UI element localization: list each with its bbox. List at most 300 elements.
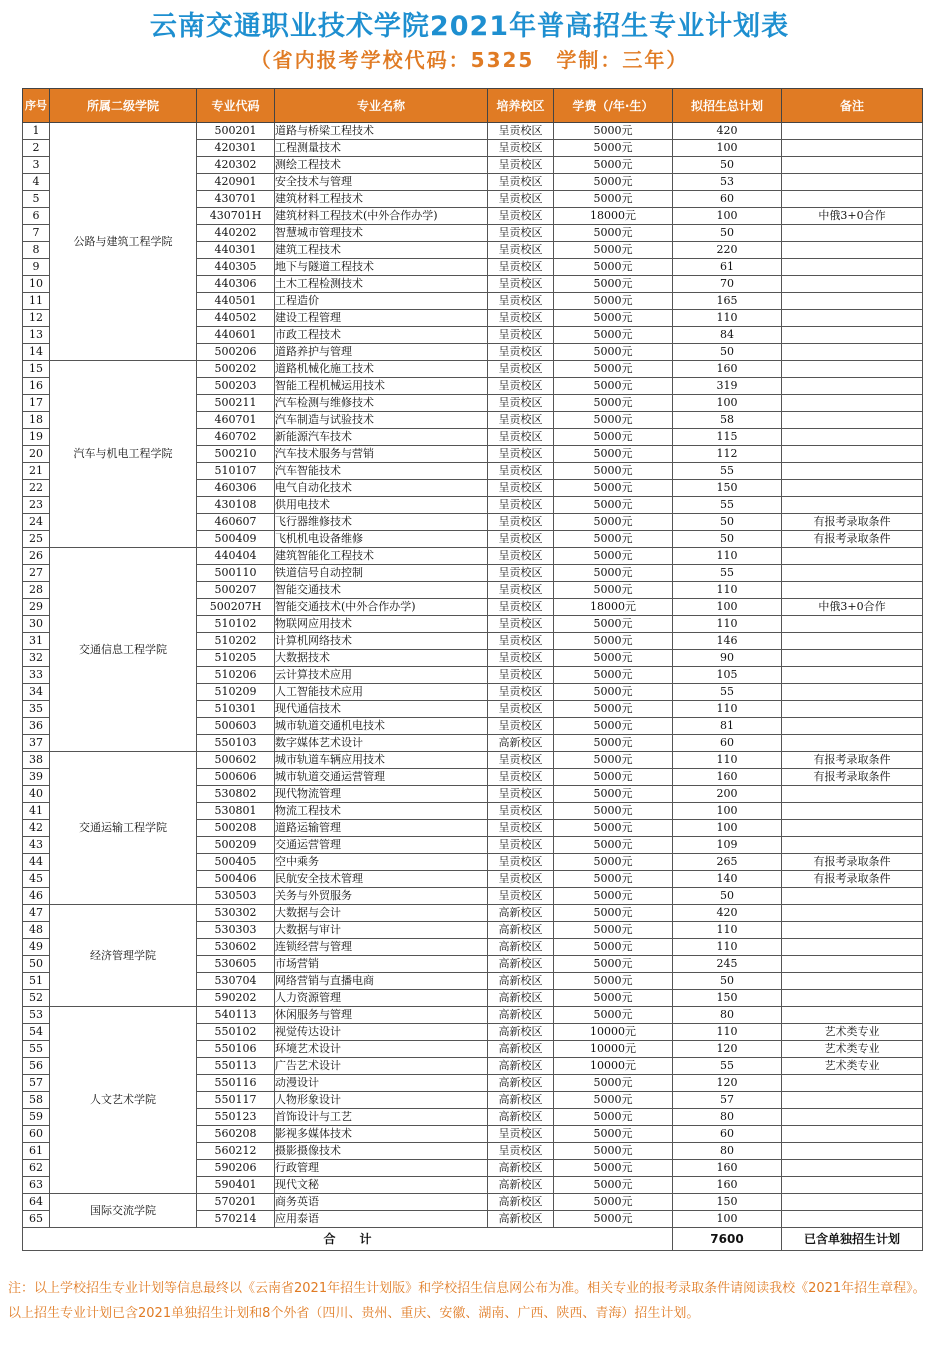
fee-cell: 5000元	[554, 174, 673, 191]
note-cell	[782, 956, 923, 973]
plan-cell: 420	[673, 123, 782, 140]
note-cell	[782, 990, 923, 1007]
plan-cell: 80	[673, 1143, 782, 1160]
fee-cell: 5000元	[554, 140, 673, 157]
plan-cell: 150	[673, 1194, 782, 1211]
major-cell: 建设工程管理	[275, 310, 488, 327]
fee-cell: 5000元	[554, 412, 673, 429]
seq-cell: 27	[23, 565, 50, 582]
code-cell: 510107	[197, 463, 275, 480]
code-cell: 550113	[197, 1058, 275, 1075]
note-cell: 有报考录取条件	[782, 531, 923, 548]
plan-cell: 110	[673, 752, 782, 769]
major-cell: 道路运输管理	[275, 820, 488, 837]
seq-cell: 52	[23, 990, 50, 1007]
campus-cell: 呈贡校区	[488, 412, 554, 429]
campus-cell: 呈贡校区	[488, 871, 554, 888]
college-cell: 人文艺术学院	[50, 1007, 197, 1194]
seq-cell: 4	[23, 174, 50, 191]
code-cell: 560208	[197, 1126, 275, 1143]
major-cell: 新能源汽车技术	[275, 429, 488, 446]
table-row	[23, 905, 923, 922]
seq-cell: 25	[23, 531, 50, 548]
major-cell: 汽车技术服务与营销	[275, 446, 488, 463]
campus-cell: 呈贡校区	[488, 650, 554, 667]
note-cell	[782, 1194, 923, 1211]
header-college: 所属二级学院	[50, 89, 197, 123]
fee-cell: 5000元	[554, 633, 673, 650]
fee-cell: 5000元	[554, 701, 673, 718]
note-cell	[782, 225, 923, 242]
fee-cell: 5000元	[554, 735, 673, 752]
campus-cell: 呈贡校区	[488, 616, 554, 633]
seq-cell: 45	[23, 871, 50, 888]
table-body	[23, 123, 923, 1228]
seq-cell: 46	[23, 888, 50, 905]
seq-cell: 62	[23, 1160, 50, 1177]
note-cell	[782, 361, 923, 378]
fee-cell: 5000元	[554, 1126, 673, 1143]
campus-cell: 呈贡校区	[488, 582, 554, 599]
plan-cell: 50	[673, 514, 782, 531]
code-cell: 500201	[197, 123, 275, 140]
note-cell	[782, 939, 923, 956]
campus-cell: 呈贡校区	[488, 327, 554, 344]
fee-cell: 5000元	[554, 820, 673, 837]
seq-cell: 26	[23, 548, 50, 565]
table-row	[23, 752, 923, 769]
note-cell	[782, 446, 923, 463]
plan-cell: 53	[673, 174, 782, 191]
campus-cell: 呈贡校区	[488, 497, 554, 514]
major-cell: 应用泰语	[275, 1211, 488, 1228]
major-cell: 智慧城市管理技术	[275, 225, 488, 242]
header-plan: 拟招生总计划	[673, 89, 782, 123]
plan-cell: 100	[673, 820, 782, 837]
major-cell: 市场营销	[275, 956, 488, 973]
major-cell: 首饰设计与工艺	[275, 1109, 488, 1126]
seq-cell: 44	[23, 854, 50, 871]
fee-cell: 5000元	[554, 786, 673, 803]
plan-cell: 80	[673, 1109, 782, 1126]
plan-cell: 110	[673, 548, 782, 565]
seq-cell: 21	[23, 463, 50, 480]
fee-cell: 5000元	[554, 327, 673, 344]
plan-cell: 60	[673, 191, 782, 208]
major-cell: 土木工程检测技术	[275, 276, 488, 293]
note-cell	[782, 1075, 923, 1092]
fee-cell: 5000元	[554, 905, 673, 922]
fee-cell: 18000元	[554, 208, 673, 225]
campus-cell: 呈贡校区	[488, 123, 554, 140]
campus-cell: 呈贡校区	[488, 429, 554, 446]
major-cell: 摄影摄像技术	[275, 1143, 488, 1160]
header-seq: 序号	[23, 89, 50, 123]
fee-cell: 5000元	[554, 684, 673, 701]
note-cell	[782, 140, 923, 157]
plan-cell: 50	[673, 344, 782, 361]
plan-cell: 90	[673, 650, 782, 667]
enrollment-plan-table	[22, 88, 923, 1251]
code-cell: 510206	[197, 667, 275, 684]
major-cell: 智能交通技术	[275, 582, 488, 599]
plan-cell: 160	[673, 769, 782, 786]
seq-cell: 3	[23, 157, 50, 174]
table-row	[23, 123, 923, 140]
major-cell: 网络营销与直播电商	[275, 973, 488, 990]
plan-cell: 150	[673, 480, 782, 497]
campus-cell: 呈贡校区	[488, 1143, 554, 1160]
fee-cell: 5000元	[554, 752, 673, 769]
seq-cell: 43	[23, 837, 50, 854]
plan-cell: 165	[673, 293, 782, 310]
major-cell: 城市轨道车辆应用技术	[275, 752, 488, 769]
plan-cell: 100	[673, 395, 782, 412]
campus-cell: 高新校区	[488, 1177, 554, 1194]
code-cell: 530303	[197, 922, 275, 939]
campus-cell: 高新校区	[488, 1058, 554, 1075]
code-cell: 500603	[197, 718, 275, 735]
campus-cell: 呈贡校区	[488, 633, 554, 650]
note-cell	[782, 701, 923, 718]
code-cell: 530704	[197, 973, 275, 990]
campus-cell: 呈贡校区	[488, 514, 554, 531]
campus-cell: 高新校区	[488, 922, 554, 939]
fee-cell: 5000元	[554, 123, 673, 140]
major-cell: 物联网应用技术	[275, 616, 488, 633]
plan-cell: 70	[673, 276, 782, 293]
campus-cell: 呈贡校区	[488, 344, 554, 361]
note-cell	[782, 548, 923, 565]
major-cell: 建筑材料工程技术	[275, 191, 488, 208]
college-cell: 公路与建筑工程学院	[50, 123, 197, 361]
seq-cell: 54	[23, 1024, 50, 1041]
campus-cell: 高新校区	[488, 1075, 554, 1092]
fee-cell: 5000元	[554, 293, 673, 310]
fee-cell: 10000元	[554, 1058, 673, 1075]
note-cell	[782, 803, 923, 820]
code-cell: 460607	[197, 514, 275, 531]
major-cell: 人力资源管理	[275, 990, 488, 1007]
campus-cell: 呈贡校区	[488, 276, 554, 293]
campus-cell: 高新校区	[488, 1041, 554, 1058]
major-cell: 计算机网络技术	[275, 633, 488, 650]
major-cell: 关务与外贸服务	[275, 888, 488, 905]
seq-cell: 48	[23, 922, 50, 939]
fee-cell: 5000元	[554, 956, 673, 973]
fee-cell: 5000元	[554, 276, 673, 293]
major-cell: 数字媒体艺术设计	[275, 735, 488, 752]
code-cell: 530605	[197, 956, 275, 973]
header-major: 专业名称	[275, 89, 488, 123]
code-cell: 430701H	[197, 208, 275, 225]
code-cell: 420301	[197, 140, 275, 157]
plan-cell: 80	[673, 1007, 782, 1024]
fee-cell: 5000元	[554, 1194, 673, 1211]
note-cell	[782, 293, 923, 310]
note-cell: 艺术类专业	[782, 1041, 923, 1058]
plan-cell: 120	[673, 1075, 782, 1092]
campus-cell: 呈贡校区	[488, 157, 554, 174]
note-cell	[782, 1007, 923, 1024]
seq-cell: 13	[23, 327, 50, 344]
note-cell	[782, 412, 923, 429]
note-cell	[782, 905, 923, 922]
plan-cell: 100	[673, 803, 782, 820]
plan-cell: 50	[673, 973, 782, 990]
campus-cell: 呈贡校区	[488, 820, 554, 837]
fee-cell: 5000元	[554, 531, 673, 548]
note-cell	[782, 344, 923, 361]
plan-cell: 245	[673, 956, 782, 973]
fee-cell: 5000元	[554, 837, 673, 854]
note-cell	[782, 888, 923, 905]
table-row	[23, 361, 923, 378]
seq-cell: 29	[23, 599, 50, 616]
fee-cell: 5000元	[554, 718, 673, 735]
note-cell	[782, 378, 923, 395]
fee-cell: 5000元	[554, 565, 673, 582]
code-cell: 550106	[197, 1041, 275, 1058]
college-cell: 交通运输工程学院	[50, 752, 197, 905]
seq-cell: 60	[23, 1126, 50, 1143]
seq-cell: 53	[23, 1007, 50, 1024]
campus-cell: 高新校区	[488, 956, 554, 973]
fee-cell: 5000元	[554, 344, 673, 361]
plan-cell: 112	[673, 446, 782, 463]
code-cell: 550102	[197, 1024, 275, 1041]
major-cell: 智能工程机械运用技术	[275, 378, 488, 395]
code-cell: 500203	[197, 378, 275, 395]
seq-cell: 63	[23, 1177, 50, 1194]
table-header-row	[23, 89, 923, 123]
seq-cell: 33	[23, 667, 50, 684]
campus-cell: 呈贡校区	[488, 1126, 554, 1143]
note-cell	[782, 616, 923, 633]
campus-cell: 呈贡校区	[488, 565, 554, 582]
table-row	[23, 1194, 923, 1211]
plan-cell: 58	[673, 412, 782, 429]
fee-cell: 5000元	[554, 1092, 673, 1109]
plan-cell: 160	[673, 1177, 782, 1194]
plan-cell: 265	[673, 854, 782, 871]
seq-cell: 10	[23, 276, 50, 293]
fee-cell: 5000元	[554, 463, 673, 480]
campus-cell: 高新校区	[488, 990, 554, 1007]
seq-cell: 2	[23, 140, 50, 157]
total-note: 已含单独招生计划	[782, 1228, 923, 1251]
code-cell: 440301	[197, 242, 275, 259]
fee-cell: 5000元	[554, 922, 673, 939]
plan-cell: 81	[673, 718, 782, 735]
major-cell: 民航安全技术管理	[275, 871, 488, 888]
major-cell: 大数据与会计	[275, 905, 488, 922]
plan-cell: 100	[673, 208, 782, 225]
campus-cell: 呈贡校区	[488, 293, 554, 310]
major-cell: 铁道信号自动控制	[275, 565, 488, 582]
plan-cell: 110	[673, 1024, 782, 1041]
plan-cell: 55	[673, 565, 782, 582]
fee-cell: 10000元	[554, 1024, 673, 1041]
seq-cell: 65	[23, 1211, 50, 1228]
plan-cell: 110	[673, 582, 782, 599]
plan-cell: 160	[673, 361, 782, 378]
fee-cell: 5000元	[554, 446, 673, 463]
code-cell: 500406	[197, 871, 275, 888]
fee-cell: 5000元	[554, 191, 673, 208]
campus-cell: 呈贡校区	[488, 242, 554, 259]
campus-cell: 呈贡校区	[488, 531, 554, 548]
plan-cell: 100	[673, 140, 782, 157]
code-cell: 440305	[197, 259, 275, 276]
note-cell: 有报考录取条件	[782, 854, 923, 871]
fee-cell: 5000元	[554, 888, 673, 905]
campus-cell: 呈贡校区	[488, 225, 554, 242]
campus-cell: 呈贡校区	[488, 667, 554, 684]
code-cell: 550117	[197, 1092, 275, 1109]
fee-cell: 5000元	[554, 310, 673, 327]
plan-cell: 110	[673, 616, 782, 633]
seq-cell: 51	[23, 973, 50, 990]
code-cell: 530302	[197, 905, 275, 922]
header-note: 备注	[782, 89, 923, 123]
major-cell: 商务英语	[275, 1194, 488, 1211]
code-cell: 550116	[197, 1075, 275, 1092]
seq-cell: 17	[23, 395, 50, 412]
campus-cell: 呈贡校区	[488, 888, 554, 905]
note-cell: 艺术类专业	[782, 1024, 923, 1041]
note-cell	[782, 174, 923, 191]
campus-cell: 高新校区	[488, 973, 554, 990]
major-cell: 空中乘务	[275, 854, 488, 871]
plan-cell: 150	[673, 990, 782, 1007]
seq-cell: 36	[23, 718, 50, 735]
note-cell	[782, 429, 923, 446]
campus-cell: 呈贡校区	[488, 191, 554, 208]
major-cell: 道路机械化施工技术	[275, 361, 488, 378]
note-cell	[782, 1126, 923, 1143]
plan-cell: 50	[673, 157, 782, 174]
code-cell: 420302	[197, 157, 275, 174]
campus-cell: 呈贡校区	[488, 378, 554, 395]
seq-cell: 8	[23, 242, 50, 259]
plan-cell: 100	[673, 1211, 782, 1228]
major-cell: 动漫设计	[275, 1075, 488, 1092]
campus-cell: 呈贡校区	[488, 769, 554, 786]
fee-cell: 5000元	[554, 497, 673, 514]
fee-cell: 5000元	[554, 1075, 673, 1092]
code-cell: 550103	[197, 735, 275, 752]
plan-cell: 50	[673, 225, 782, 242]
page-title: 云南交通职业技术学院2021年普高招生专业计划表	[149, 11, 790, 42]
plan-cell: 110	[673, 701, 782, 718]
campus-cell: 呈贡校区	[488, 684, 554, 701]
campus-cell: 呈贡校区	[488, 701, 554, 718]
seq-cell: 12	[23, 310, 50, 327]
campus-cell: 呈贡校区	[488, 752, 554, 769]
code-cell: 510205	[197, 650, 275, 667]
note-cell	[782, 1143, 923, 1160]
total-value: 7600	[673, 1228, 782, 1251]
major-cell: 视觉传达设计	[275, 1024, 488, 1041]
seq-cell: 11	[23, 293, 50, 310]
seq-cell: 16	[23, 378, 50, 395]
major-cell: 飞行器维修技术	[275, 514, 488, 531]
code-cell: 510102	[197, 616, 275, 633]
major-cell: 市政工程技术	[275, 327, 488, 344]
code-cell: 440404	[197, 548, 275, 565]
major-cell: 人工智能技术应用	[275, 684, 488, 701]
note-cell	[782, 633, 923, 650]
code-cell: 440306	[197, 276, 275, 293]
note-cell	[782, 650, 923, 667]
note-cell	[782, 191, 923, 208]
code-cell: 530802	[197, 786, 275, 803]
fee-cell: 5000元	[554, 1160, 673, 1177]
major-cell: 交通运营管理	[275, 837, 488, 854]
campus-cell: 呈贡校区	[488, 480, 554, 497]
code-cell: 500209	[197, 837, 275, 854]
fee-cell: 5000元	[554, 259, 673, 276]
code-cell: 430108	[197, 497, 275, 514]
note-cell	[782, 1177, 923, 1194]
fee-cell: 5000元	[554, 378, 673, 395]
major-cell: 人物形象设计	[275, 1092, 488, 1109]
seq-cell: 30	[23, 616, 50, 633]
major-cell: 汽车制造与试验技术	[275, 412, 488, 429]
plan-cell: 110	[673, 310, 782, 327]
major-cell: 现代物流管理	[275, 786, 488, 803]
plan-cell: 50	[673, 888, 782, 905]
note-cell	[782, 565, 923, 582]
note-cell: 中俄3+0合作	[782, 599, 923, 616]
fee-cell: 5000元	[554, 395, 673, 412]
major-cell: 大数据与审计	[275, 922, 488, 939]
campus-cell: 呈贡校区	[488, 310, 554, 327]
campus-cell: 呈贡校区	[488, 208, 554, 225]
seq-cell: 35	[23, 701, 50, 718]
seq-cell: 31	[23, 633, 50, 650]
seq-cell: 34	[23, 684, 50, 701]
plan-cell: 60	[673, 735, 782, 752]
code-cell: 500606	[197, 769, 275, 786]
plan-cell: 55	[673, 497, 782, 514]
code-cell: 560212	[197, 1143, 275, 1160]
code-cell: 500202	[197, 361, 275, 378]
campus-cell: 呈贡校区	[488, 174, 554, 191]
table-row	[23, 548, 923, 565]
major-cell: 环境艺术设计	[275, 1041, 488, 1058]
major-cell: 道路养护与管理	[275, 344, 488, 361]
seq-cell: 6	[23, 208, 50, 225]
major-cell: 汽车检测与维修技术	[275, 395, 488, 412]
fee-cell: 5000元	[554, 1143, 673, 1160]
major-cell: 工程造价	[275, 293, 488, 310]
code-cell: 460702	[197, 429, 275, 446]
major-cell: 智能交通技术(中外合作办学)	[275, 599, 488, 616]
code-cell: 530602	[197, 939, 275, 956]
major-cell: 汽车智能技术	[275, 463, 488, 480]
major-cell: 城市轨道交通机电技术	[275, 718, 488, 735]
note-cell: 有报考录取条件	[782, 514, 923, 531]
major-cell: 影视多媒体技术	[275, 1126, 488, 1143]
note-cell	[782, 1109, 923, 1126]
note-cell	[782, 718, 923, 735]
campus-cell: 高新校区	[488, 1007, 554, 1024]
campus-cell: 呈贡校区	[488, 599, 554, 616]
seq-cell: 58	[23, 1092, 50, 1109]
fee-cell: 5000元	[554, 616, 673, 633]
